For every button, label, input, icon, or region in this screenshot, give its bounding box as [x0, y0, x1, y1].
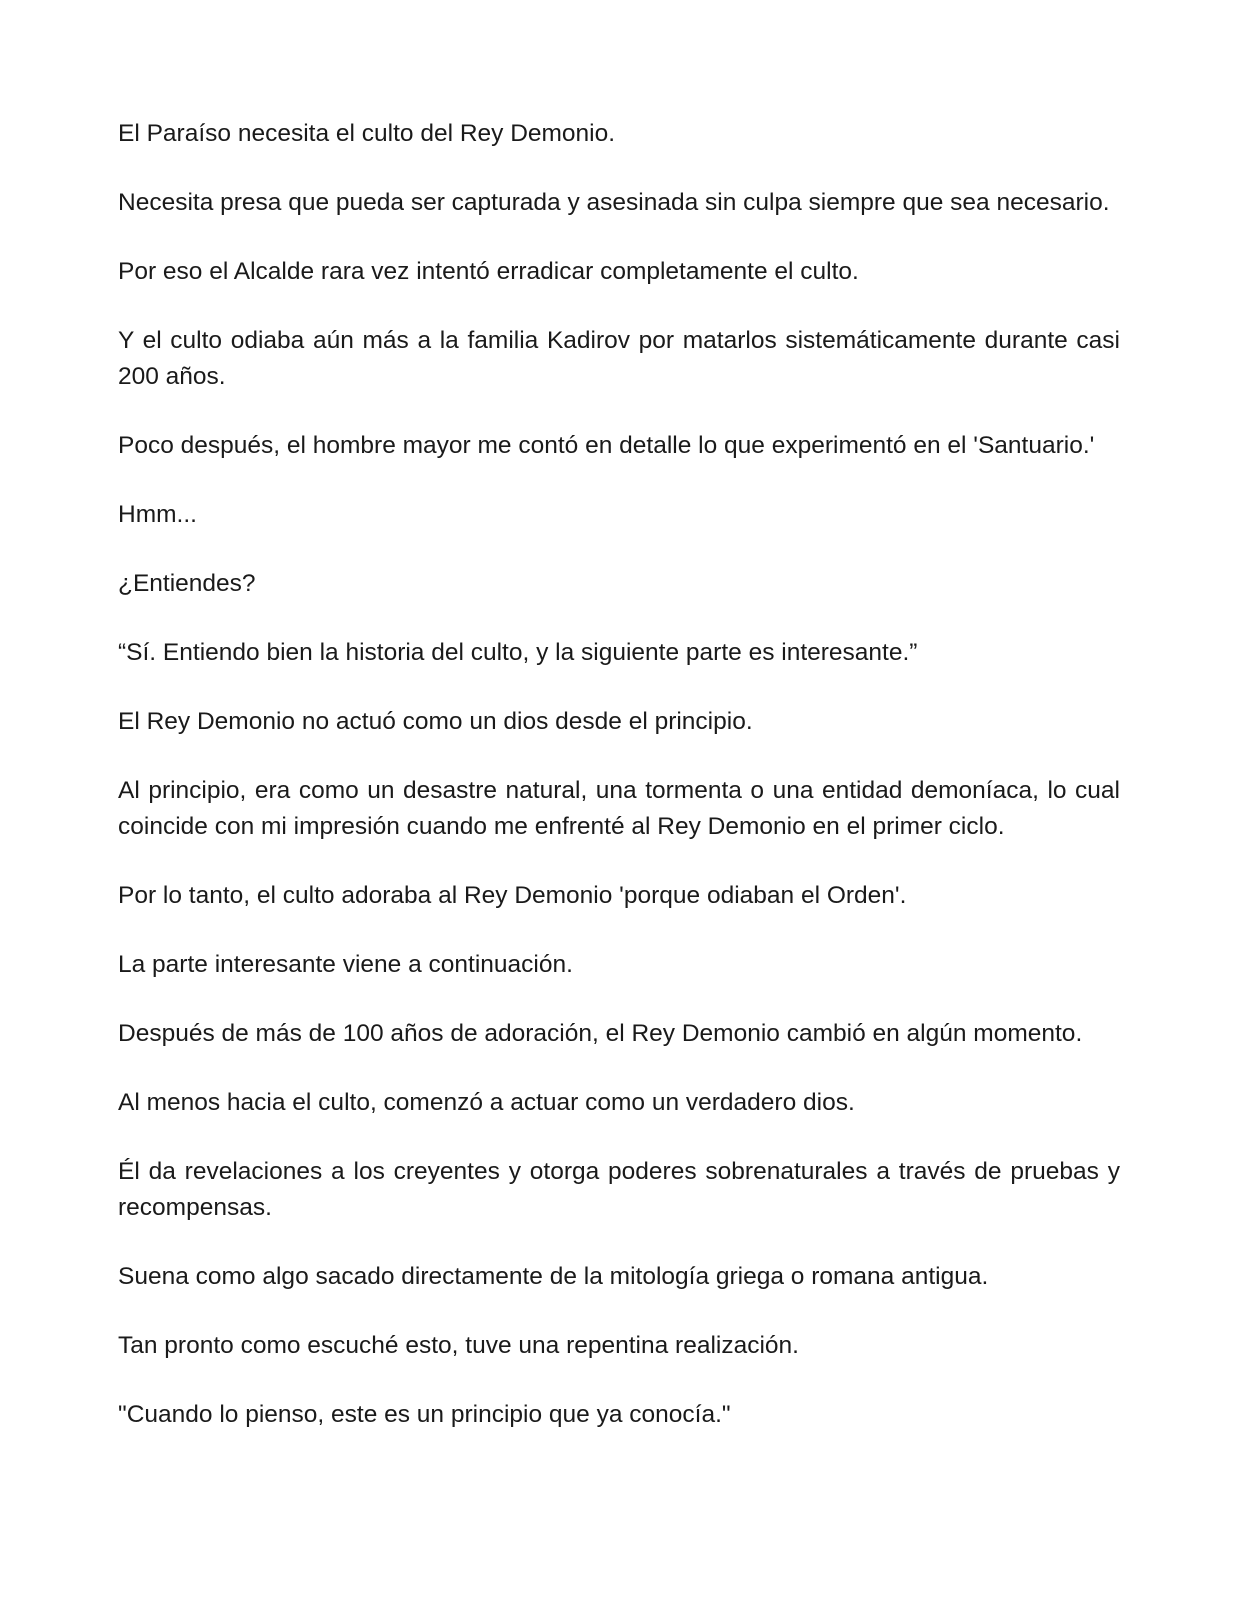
paragraph: El Rey Demonio no actuó como un dios desde el principio. — [118, 708, 753, 735]
paragraph: Y el culto odiaba aún más a la familia Kadirov por matarlos sistemáticamente durante casi 200 años. — [118, 327, 1120, 390]
paragraph: Por lo tanto, el culto adoraba al Rey Demonio 'porque odiaban el Orden'. — [118, 882, 907, 909]
paragraph: La parte interesante viene a continuación. — [118, 951, 573, 978]
paragraph: "Cuando lo pienso, este es un principio que ya conocía." — [118, 1401, 731, 1428]
paragraph: Al principio, era como un desastre natural, una tormenta o una entidad demoníaca, lo cual coincide con mi impresión cuando me enfrenté al Rey Demonio en el primer ciclo. — [118, 777, 1120, 840]
paragraph: “Sí. Entiendo bien la historia del culto, y la siguiente parte es interesante.” — [118, 639, 918, 666]
paragraph: ¿Entiendes? — [118, 570, 256, 597]
paragraph: Tan pronto como escuché esto, tuve una repentina realización. — [118, 1332, 799, 1359]
document-body — [118, 116, 1120, 1433]
paragraph: El Paraíso necesita el culto del Rey Demonio. — [118, 120, 616, 147]
paragraph: Después de más de 100 años de adoración, el Rey Demonio cambió en algún momento. — [118, 1020, 1083, 1047]
paragraph: Hmm... — [118, 501, 197, 528]
paragraph: Poco después, el hombre mayor me contó en detalle lo que experimentó en el 'Santuario.' — [118, 432, 1095, 459]
paragraph: Por eso el Alcalde rara vez intentó erradicar completamente el culto. — [118, 258, 859, 285]
paragraph: Necesita presa que pueda ser capturada y asesinada sin culpa siempre que sea necesario. — [118, 189, 1110, 216]
paragraph: Al menos hacia el culto, comenzó a actuar como un verdadero dios. — [118, 1089, 855, 1116]
paragraph: Él da revelaciones a los creyentes y otorga poderes sobrenaturales a través de pruebas y recompensas. — [118, 1158, 1120, 1221]
paragraph: Suena como algo sacado directamente de la mitología griega o romana antigua. — [118, 1263, 989, 1290]
